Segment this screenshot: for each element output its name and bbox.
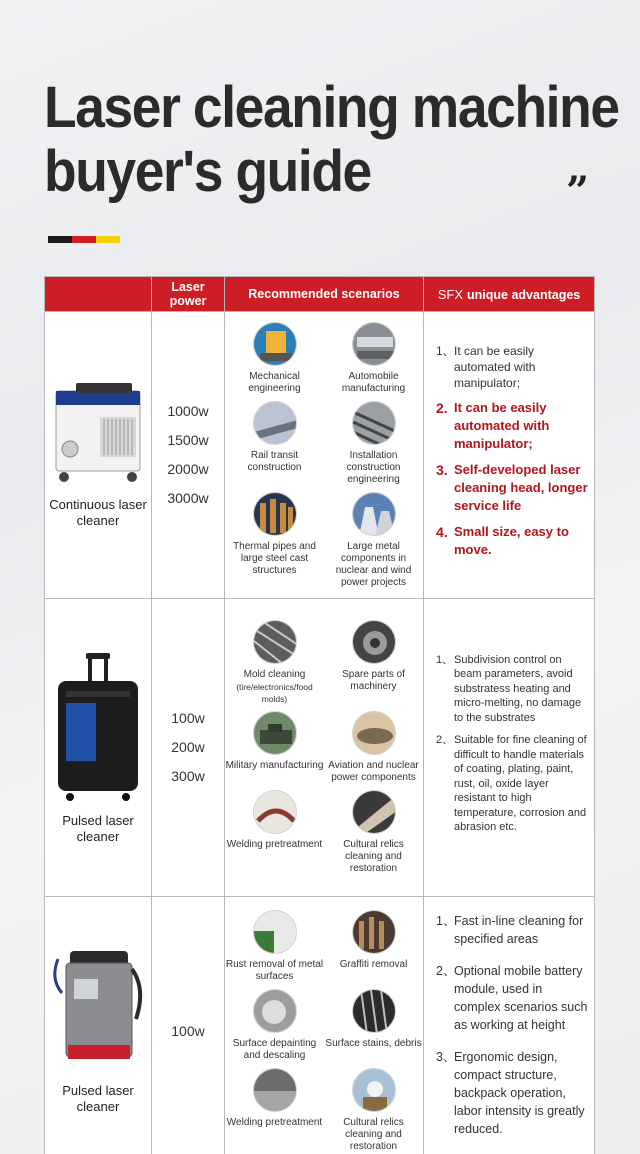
- scenario-photo-icon: [253, 790, 297, 834]
- scenario-caption: Surface stains, debris: [325, 1038, 422, 1049]
- buyer-guide-table: [44, 276, 595, 1154]
- title-line-1: Laser cleaning machine: [44, 75, 619, 140]
- scenario-photo-icon: [352, 989, 396, 1033]
- power-value: 3000w: [167, 490, 209, 506]
- scenario-item: [324, 322, 423, 395]
- advantages-cell: [424, 312, 595, 599]
- flag-red: [72, 236, 96, 243]
- power-value: 100w: [171, 1023, 205, 1039]
- scenario-item: [324, 910, 423, 983]
- scenario-photo-icon: [253, 322, 297, 366]
- flag-black: [48, 236, 72, 243]
- scenario-item: [225, 492, 324, 589]
- scenario-item: [324, 492, 423, 589]
- power-value: 1500w: [167, 432, 209, 448]
- power-value: 100w: [171, 710, 205, 726]
- flag-yellow: [96, 236, 120, 243]
- advantage-item: 3. Self-developed laser cleaning head, longer service life: [436, 462, 588, 513]
- backpack-cleaner-image: [48, 949, 148, 1071]
- scenario-item: [324, 989, 423, 1062]
- header-adv-title: unique advantages: [467, 287, 581, 302]
- header-laser-power: Laser power: [152, 277, 225, 312]
- power-value: 300w: [171, 768, 205, 784]
- scenario-item: [324, 711, 423, 784]
- scenario-caption: Rail transit construction: [247, 449, 302, 473]
- title-line-2: buyer's guide: [44, 139, 371, 204]
- table-row: [45, 312, 595, 599]
- scenario-item: [225, 620, 324, 705]
- advantages-cell: [424, 897, 595, 1154]
- quote-mark-icon: ”: [566, 168, 587, 215]
- scenario-caption: Surface depainting and descaling: [232, 1038, 317, 1061]
- power-value: 200w: [171, 739, 205, 755]
- table-row: [45, 599, 595, 897]
- scenario-caption: Mechanical engineering: [248, 370, 301, 394]
- header-brand: SFX: [437, 286, 464, 302]
- scenario-caption: Graffiti removal: [339, 959, 408, 970]
- power-cell: [152, 897, 225, 1154]
- scenario-photo-icon: [352, 1068, 396, 1112]
- scenario-photo-icon: [253, 910, 297, 954]
- product-cell: [45, 599, 152, 897]
- product-cell: [45, 312, 152, 599]
- scenario-item: [324, 401, 423, 486]
- scenario-item: [225, 790, 324, 875]
- scenarios-cell: [225, 599, 424, 897]
- scenario-photo-icon: [253, 401, 297, 445]
- product-name: Pulsed laser cleaner: [62, 812, 134, 844]
- power-cell: [152, 312, 225, 599]
- header-scenarios: Recommended scenarios: [225, 277, 424, 312]
- scenario-caption: Welding pretreatment: [226, 1117, 323, 1128]
- scenario-photo-icon: [352, 790, 396, 834]
- scenario-photo-icon: [352, 492, 396, 536]
- advantage-item: 1、 It can be easily automated with manipulator;: [436, 344, 536, 390]
- product-name: Pulsed laser cleaner: [62, 1082, 134, 1114]
- scenario-item: [324, 620, 423, 705]
- power-value: 2000w: [167, 461, 209, 477]
- scenario-caption: Rust removal of metal surfaces: [225, 959, 324, 982]
- header-advantages: [424, 277, 595, 312]
- product-name: Continuous laser cleaner: [49, 497, 147, 528]
- header-product: [45, 277, 152, 312]
- scenario-item: [324, 790, 423, 875]
- scenario-item: [225, 989, 324, 1062]
- scenario-caption: Cultural relics cleaning and restoration: [343, 1117, 404, 1152]
- table-row: [45, 897, 595, 1154]
- scenario-caption: Welding pretreatment: [226, 839, 323, 850]
- page-title: [44, 76, 633, 204]
- product-cell: [45, 897, 152, 1154]
- scenario-item: [324, 1068, 423, 1153]
- scenario-photo-icon: [352, 910, 396, 954]
- scenario-caption: Large metal components in nuclear and wind power projects: [335, 540, 412, 588]
- scenario-item: [225, 711, 324, 784]
- scenario-caption: Spare parts of machinery: [342, 669, 405, 692]
- advantage-item: 4. Small size, easy to move.: [436, 524, 569, 557]
- scenarios-cell: [225, 312, 424, 599]
- scenario-photo-icon: [253, 620, 297, 664]
- scenario-caption: Aviation and nuclear power components: [328, 760, 419, 783]
- scenario-item: [225, 1068, 324, 1153]
- scenario-photo-icon: [352, 620, 396, 664]
- advantage-item: 2. It can be easily automated with manipulator;: [436, 400, 550, 451]
- scenario-item: [225, 910, 324, 983]
- scenario-caption: Thermal pipes and large steel cast structures: [233, 540, 316, 576]
- pulsed-cleaner-case-image: [56, 651, 140, 801]
- scenario-caption: Military manufacturing: [225, 760, 324, 771]
- scenario-caption: Mold cleaning (tire/electronics/food molds): [236, 669, 313, 704]
- flag-stripe: [48, 236, 120, 243]
- advantages-cell: [424, 599, 595, 897]
- scenario-caption: Automobile manufacturing: [341, 370, 406, 394]
- scenarios-cell: [225, 897, 424, 1154]
- table-header-row: [45, 277, 595, 312]
- advantage-item: 3、 Ergonomic design, compact structure, backpack operation, labor intensity is greatly reduced.: [436, 1049, 585, 1136]
- scenario-item: [225, 322, 324, 395]
- scenario-photo-icon: [253, 1068, 297, 1112]
- advantage-item: 2、 Suitable for fine cleaning of difficult to handle materials of coating, plating, paint, rust, oil, oxide layer resistant to high temperature, corrosion and abrasion etc.: [436, 734, 587, 833]
- scenario-item: [225, 401, 324, 486]
- power-cell: [152, 599, 225, 897]
- scenario-photo-icon: [253, 989, 297, 1033]
- advantage-item: 1、 Fast in-line cleaning for specified areas: [436, 913, 584, 946]
- scenario-caption: Installation construction engineering: [346, 449, 401, 485]
- scenario-photo-icon: [352, 711, 396, 755]
- scenario-caption: Cultural relics cleaning and restoration: [343, 839, 404, 874]
- scenario-photo-icon: [352, 322, 396, 366]
- continuous-cleaner-image: [52, 381, 144, 485]
- scenario-photo-icon: [253, 492, 297, 536]
- scenario-photo-icon: [352, 401, 396, 445]
- scenario-photo-icon: [253, 711, 297, 755]
- power-value: 1000w: [167, 403, 209, 419]
- advantage-item: 1、 Subdivision control on beam parameters, avoid substratess heating and micro-melting, no damage to the substrates: [436, 653, 582, 724]
- advantage-item: 2、 Optional mobile battery module, used in complex scenarios such as working at height: [436, 963, 588, 1032]
